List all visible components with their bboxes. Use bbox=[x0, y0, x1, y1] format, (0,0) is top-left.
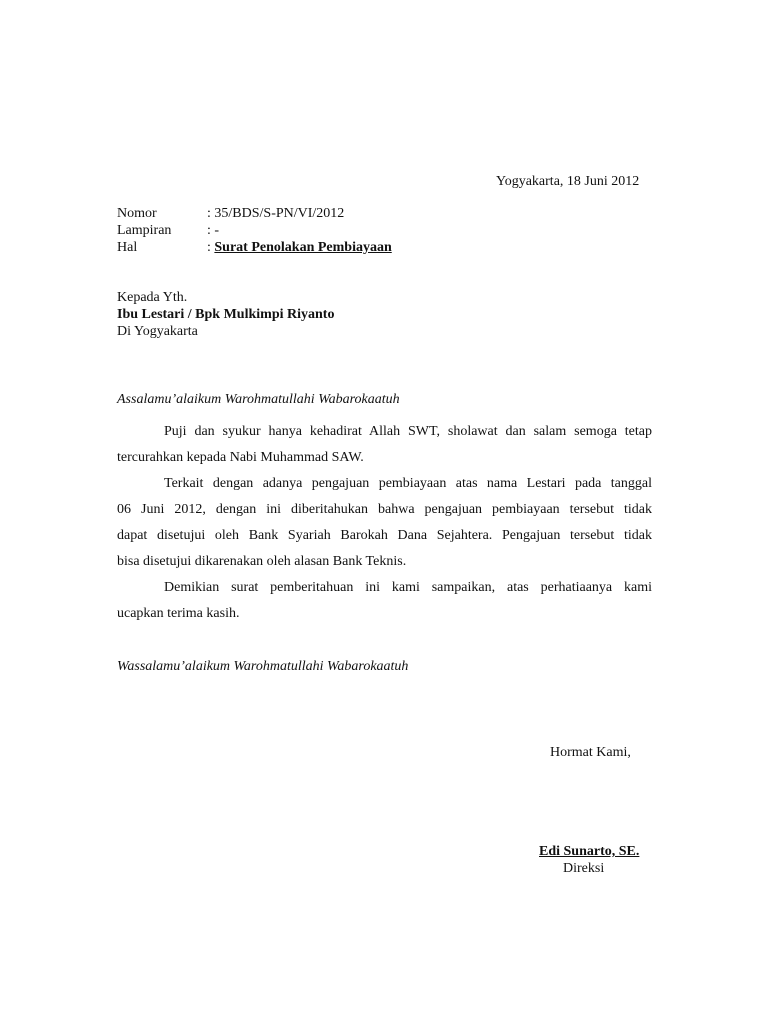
paragraph-line: dapat disetujui oleh Bank Syariah Barokah Dana Sejahtera. Pengajuan tersebut tidak bbox=[117, 528, 652, 543]
meta-separator: : bbox=[207, 240, 215, 255]
paragraph-line: bisa disetujui dikarenakan oleh alasan Bank Teknis. bbox=[117, 554, 407, 569]
meta-value-nomor: : 35/BDS/S-PN/VI/2012 bbox=[207, 206, 345, 221]
paragraph-line: ucapkan terima kasih. bbox=[117, 606, 240, 621]
paragraph-line: Demikian surat pemberitahuan ini kami sampaikan, atas perhatiaanya kami bbox=[164, 580, 652, 595]
paragraph-line: 06 Juni 2012, dengan ini diberitahukan bahwa pengajuan pembiayaan tersebut tidak bbox=[117, 502, 652, 517]
closing-salutation: Wassalamu’alaikum Warohmatullahi Wabarokaatuh bbox=[117, 659, 409, 674]
paragraph bbox=[117, 575, 652, 627]
meta-label-nomor: Nomor bbox=[117, 206, 157, 221]
signatory-name: Edi Sunarto, SE. bbox=[539, 844, 640, 859]
opening-salutation: Assalamu’alaikum Warohmatullahi Wabarokaatuh bbox=[117, 392, 400, 407]
signatory-title: Direksi bbox=[563, 861, 605, 876]
subject: Surat Penolakan Pembiayaan bbox=[214, 240, 392, 255]
paragraph-line: Puji dan syukur hanya kehadirat Allah SWT, sholawat dan salam semoga tetap bbox=[164, 424, 652, 439]
recipient-location: Di Yogyakarta bbox=[117, 324, 198, 339]
meta-value-lampiran: : - bbox=[207, 223, 220, 238]
paragraph bbox=[117, 419, 652, 471]
place-date: Yogyakarta, 18 Juni 2012 bbox=[496, 174, 640, 189]
meta-label-lampiran: Lampiran bbox=[117, 223, 172, 238]
meta-value-hal bbox=[207, 239, 392, 256]
letter-body bbox=[117, 419, 652, 627]
recipient-greeting: Kepada Yth. bbox=[117, 290, 188, 305]
meta-label-hal: Hal bbox=[117, 240, 138, 255]
paragraph-line: tercurahkan kepada Nabi Muhammad SAW. bbox=[117, 450, 364, 465]
recipient-name: Ibu Lestari / Bpk Mulkimpi Riyanto bbox=[117, 307, 335, 322]
regards: Hormat Kami, bbox=[550, 745, 631, 760]
paragraph bbox=[117, 471, 652, 575]
paragraph-line: Terkait dengan adanya pengajuan pembiayaan atas nama Lestari pada tanggal bbox=[164, 476, 652, 491]
